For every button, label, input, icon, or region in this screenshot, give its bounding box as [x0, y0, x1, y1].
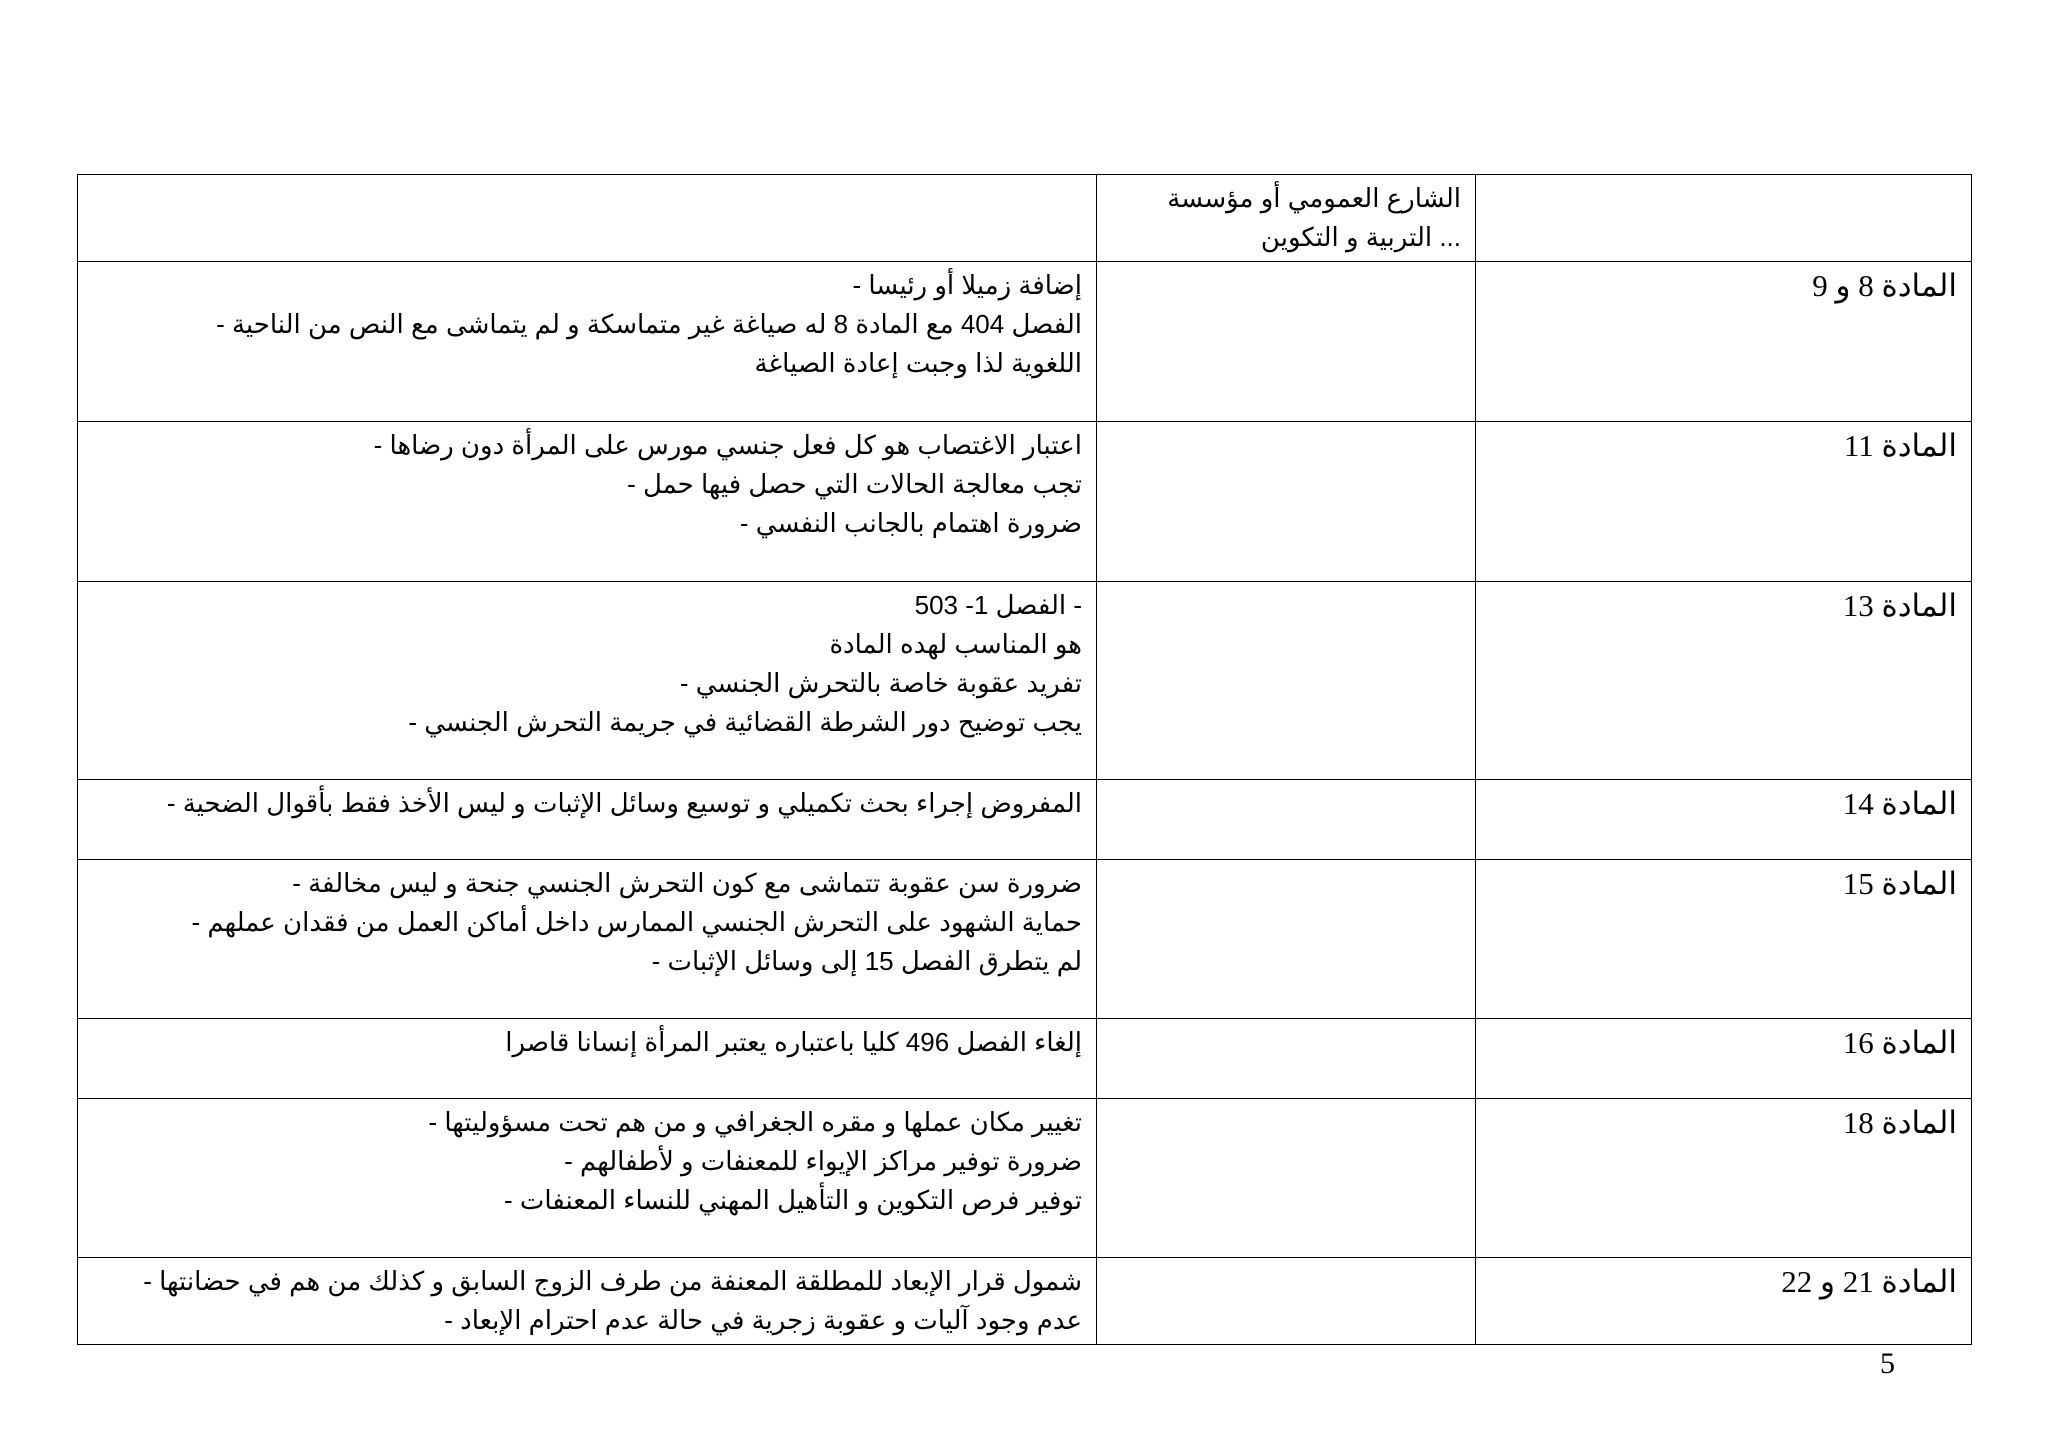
notes-cell	[78, 422, 1097, 582]
header-notes-cell	[78, 175, 1097, 262]
note-line: تجب معالجة الحالات التي حصل فيها حمل -	[627, 469, 1082, 499]
page-number: 5	[1880, 1347, 1895, 1380]
article-cell: المادة 16	[1476, 1019, 1972, 1099]
article-cell: المادة 15	[1476, 860, 1972, 1019]
note-line: ضرورة سن عقوبة تتماشى مع كون التحرش الجنسي جنحة و ليس مخالفة -	[292, 868, 1082, 898]
note-line: ضرورة اهتمام بالجانب النفسي -	[739, 508, 1082, 538]
notes-cell	[78, 1019, 1097, 1099]
article-cell: المادة 14	[1476, 780, 1972, 860]
mid-cell	[1097, 780, 1476, 860]
notes-cell	[78, 780, 1097, 860]
notes-cell	[78, 1099, 1097, 1258]
header-mid-line: الشارع العمومي أو مؤسسة	[1167, 183, 1461, 213]
note-line: لم يتطرق الفصل 15 إلى وسائل الإثبات -	[651, 946, 1082, 976]
notes-cell	[78, 262, 1097, 422]
mid-cell	[1097, 860, 1476, 1019]
note-line: تفريد عقوبة خاصة بالتحرش الجنسي -	[679, 668, 1082, 698]
note-line: الفصل 404 مع المادة 8 له صياغة غير متماسكة و لم يتماشى مع النص من الناحية -	[216, 309, 1082, 339]
note-line: اعتبار الاغتصاب هو كل فعل جنسي مورس على المرأة دون رضاها -	[373, 430, 1082, 460]
note-line: هو المناسب لهده المادة	[829, 629, 1082, 659]
table-row	[78, 1258, 1972, 1345]
mid-cell	[1097, 262, 1476, 422]
mid-cell	[1097, 582, 1476, 780]
note-line: إضافة زميلا أو رئيسا -	[852, 270, 1082, 300]
note-line: المفروض إجراء بحث تكميلي و توسيع وسائل الإثبات و ليس الأخذ فقط بأقوال الضحية -	[166, 788, 1082, 818]
header-article-cell	[1476, 175, 1972, 262]
mid-cell	[1097, 1258, 1476, 1345]
mid-cell	[1097, 422, 1476, 582]
notes-cell	[78, 582, 1097, 780]
article-cell: المادة 11	[1476, 422, 1972, 582]
note-line: تغيير مكان عملها و مقره الجغرافي و من هم تحت مسؤوليتها -	[428, 1107, 1082, 1137]
table-row	[78, 780, 1972, 860]
header-mid-cell	[1097, 175, 1476, 262]
table-row	[78, 1019, 1972, 1099]
header-mid-line: ... التربية و التكوين	[1260, 222, 1461, 252]
article-cell: المادة 21 و 22	[1476, 1258, 1972, 1345]
notes-cell	[78, 860, 1097, 1019]
note-line: عدم وجود آليات و عقوبة زجرية في حالة عدم احترام الإبعاد -	[444, 1305, 1082, 1335]
note-line: - الفصل 1- 503	[914, 590, 1082, 620]
note-line: حماية الشهود على التحرش الجنسي الممارس داخل أماكن العمل من فقدان عملهم -	[191, 907, 1082, 937]
article-cell: المادة 18	[1476, 1099, 1972, 1258]
note-line: توفير فرص التكوين و التأهيل المهني للنساء المعنفات -	[504, 1185, 1082, 1215]
notes-cell	[78, 1258, 1097, 1345]
article-cell: المادة 13	[1476, 582, 1972, 780]
mid-cell	[1097, 1099, 1476, 1258]
table-row	[78, 860, 1972, 1019]
table-header-row	[78, 175, 1972, 262]
comments-table	[77, 174, 1972, 1345]
note-line: اللغوية لذا وجبت إعادة الصياغة	[754, 348, 1082, 378]
mid-cell	[1097, 1019, 1476, 1099]
note-line: يجب توضيح دور الشرطة القضائية في جريمة التحرش الجنسي -	[408, 707, 1082, 737]
article-cell: المادة 8 و 9	[1476, 262, 1972, 422]
table-row	[78, 582, 1972, 780]
table-row	[78, 422, 1972, 582]
table-row	[78, 262, 1972, 422]
note-line: إلغاء الفصل 496 كليا باعتباره يعتبر المرأة إنسانا قاصرا	[505, 1027, 1082, 1057]
note-line: ضرورة توفير مراكز الإيواء للمعنفات و لأطفالهم -	[564, 1146, 1082, 1176]
note-line: شمول قرار الإبعاد للمطلقة المعنفة من طرف الزوج السابق و كذلك من هم في حضانتها -	[143, 1266, 1082, 1296]
table-row	[78, 1099, 1972, 1258]
